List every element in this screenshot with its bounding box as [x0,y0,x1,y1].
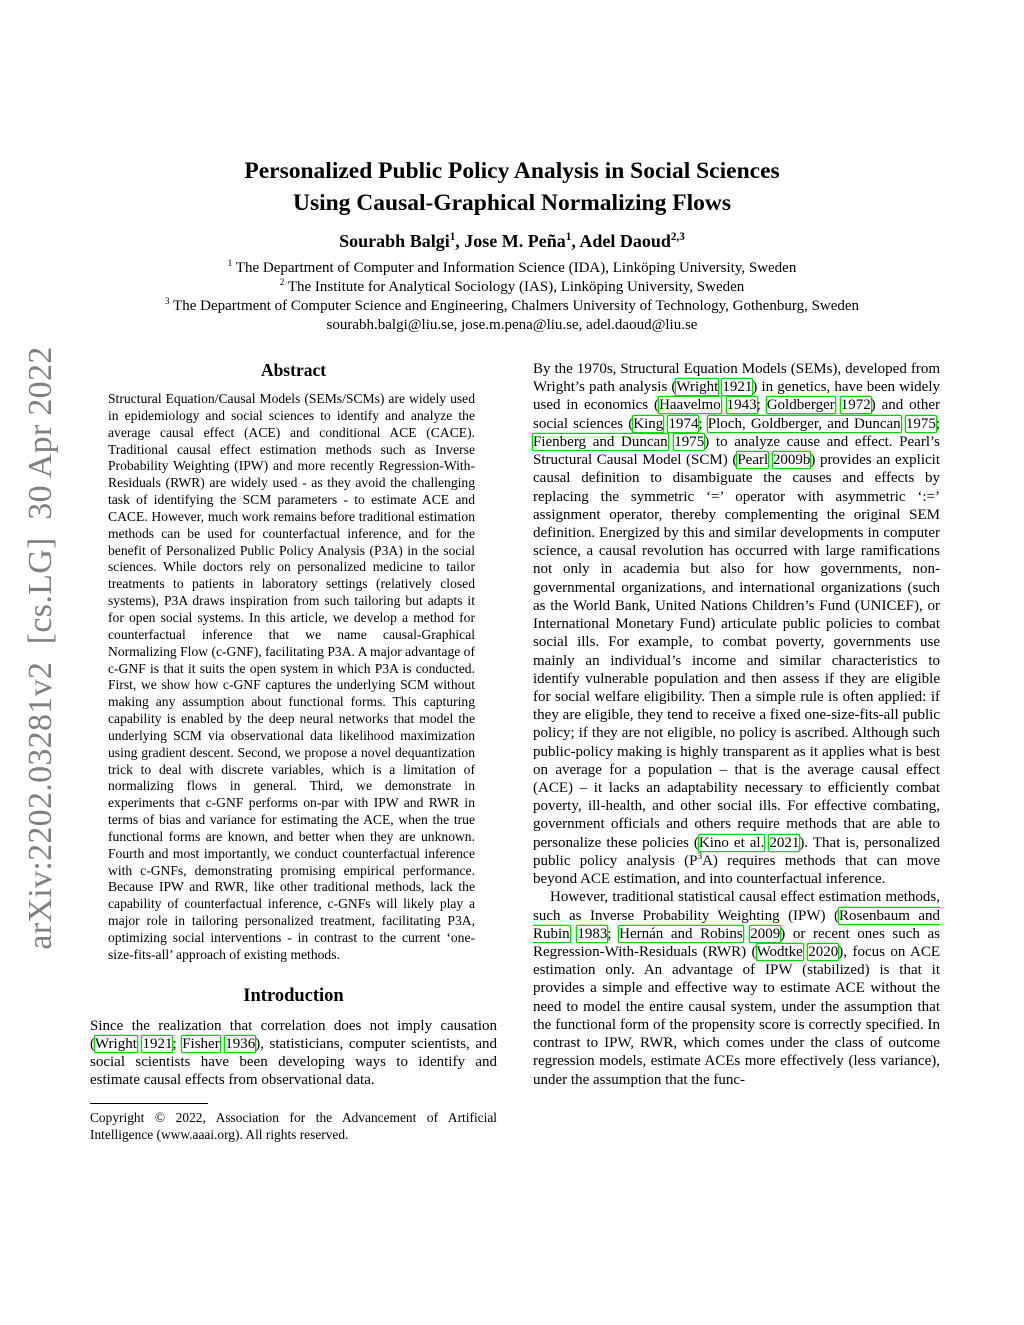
citation-link[interactable]: Wright [95,1035,137,1052]
citation-link[interactable]: Fisher [182,1035,220,1052]
two-column-body [90,360,940,1143]
superscript: 3 [164,296,170,307]
right-column [533,360,940,1143]
arxiv-watermark: arXiv:2202.03281v2 [cs.LG] 30 Apr 2022 [22,346,59,950]
superscript: 1 [565,230,572,243]
paper-title [0,155,1024,220]
citation-link[interactable]: 1975 [905,415,936,432]
citation-link[interactable]: Kino et al. [698,834,765,851]
citation-link[interactable]: 1921 [142,1035,173,1052]
citation-link[interactable]: 1972 [840,397,871,414]
superscript: 2 [279,277,285,288]
introduction-heading: Introduction [243,985,344,1006]
citation-link[interactable]: Rosenbaum and Rubin [533,907,940,942]
citation-link[interactable]: 2009b [772,452,811,469]
footnote-rule [90,1103,208,1104]
affiliation-line-2: $^2$ The Institute for Analytical Sociology (IAS), Linköping University, Sweden [279,277,745,295]
superscript: 1 [449,230,456,243]
email-line: sourabh.balgi@liu.se, jose.m.pena@liu.se, adel.daoud@liu.se [326,316,698,333]
author-line: Sourabh Balgi$^1$, Jose M. Peña$^1$, Adel Daoud$^{2,3}$ [339,230,685,251]
citation-link[interactable]: Haavelmo [659,397,721,414]
citation-link[interactable]: 1936 [225,1035,256,1052]
affiliation-block [0,259,1024,335]
superscript: 3 [697,851,703,862]
copyright-footnote: Copyright © 2022, Association for the Advancement of Artificial Intelligence (www.aaai.org). All rights reserved. [90,1109,497,1142]
citation-link[interactable]: Pearl [737,452,769,469]
paper-title-line-1: Personalized Public Policy Analysis in Social Sciences [244,158,780,184]
citation-link[interactable]: 1983 [577,925,608,942]
citation-link[interactable]: Wright [676,379,719,396]
abstract-heading: Abstract [260,360,327,380]
abstract-text: Structural Equation/Causal Models (SEMs/SCMs) are widely used in epidemiology and social sciences to identify and analyze the average causal effect (ACE) and conditional ACE (CACE). Traditional causal effect estimation methods such as Inverse Probability Weighting (IPW) and more recently Regression-With-Residuals (RWR) are widely used - as they avoid the challenging task of identifying the SCM parameters - to estimate ACE and CACE. However, much work remains before traditional estimation methods can be used for counterfactual inference, and for the benefit of Personalized Public Policy Analysis (P3A) in the social sciences. While doctors rely on personalized medicine to tailor treatments to patients in laboratory settings (relatively closed systems), P3A draws inspiration from such tailoring but adapts it for open social systems. In this article, we develop a method for counterfactual inference that we name causal-Graphical Normalizing Flow (c-GNF), facilitating P3A. A major advantage of c-GNF is that it suits the open system in which P3A is conducted. First, we show how c-GNF captures the underlying SCM without making any assumption about functional forms. This capturing capability is enabled by the deep neural networks that model the underlying SCM via observational data likelihood maximization using gradient descent. Second, we propose a novel dequantization trick to deal with discrete variables, which is a limitation of normalizing flows in general. Third, we demonstrate in experiments that c-GNF performs on-par with IPW and RWR in terms of bias and variance for estimating the ACE, when the true functional forms are known, and better when they are unknown. Fourth and most importantly, we conduct counterfactual inference with c-GNFs, demonstrating promising empirical performance. Because IPW and RWR, like other traditional methods, lack the capability of counterfactual inference, c-GNFs will likely play a major role in tailoring personalized treatment, facilitating P3A, optimizing social interventions - in contrast to the current ‘one-size-fits-all’ approach of existing methods. [108,391,475,962]
left-column [90,360,497,1143]
paper-header [0,155,1024,335]
citation-link[interactable]: 1921 [722,379,753,396]
citation-link[interactable]: 1975 [674,433,705,450]
citation-link[interactable]: 2020 [808,944,839,960]
citation-link[interactable]: Fienberg and Duncan [533,433,668,450]
affiliation-line-1: $^1$ The Department of Computer and Information Science (IDA), Linköping University, Sweden [227,258,797,276]
superscript: 1 [227,258,233,269]
paper-title-line-2: Using Causal-Graphical Normalizing Flows [292,190,732,217]
body-paragraph-1: By the 1970s, Structural Equation Models (SEMs), developed from Wright’s path analysis (Wright 1921) in genetics, have been widely used in economics (Haavelmo 1943; Goldberger 1972) and other social sciences (King 1974; Ploch, Goldberger, and Duncan 1975; Fienberg and Duncan 1975) to analyze cause and effect. Pearl’s Structural Causal Model (SCM) (Pearl 2009b) provides an explicit causal definition to disambiguate the causes and effects by replacing the symmetric ‘=’ operator with asymmetric ‘:=’ assignment operator, thereby complementing the original SEM definition. Energized by this and similar developments in computer science, a causal revolution has occurred with large ramifications not only in academia but also for how governments, non-governmental organizations, and international organizations (such as the World Bank, United Nations Children’s Fund (UNICEF), or International Monetary Fund) articulate public policies to combat social ills. For example, to combat poverty, governments use mainly an individual’s income and similar characteristics to identify vulnerable population and then assess if they are eligible for social welfare eligibility. Then a simple rule is often applied: if they are eligible, they tend to receive a fixed one-size-fits-all public policy; if they are not eligible, no policy is ascribed. Although such public-policy making is highly transparent as it applies what is best on average for a population – that is the average causal effect (ACE) – it lacks an adaptability necessary to efficiently combat poverty, ill-health, and other social ills. For effective combating, government officials and others require methods that are able to personalize these policies (Kino et al. 2021). That is, personalized public policy analysis $(P^3A)$ requires methods that can move beyond ACE estimation, and into counterfactual inference. [533,361,941,888]
citation-link[interactable]: 2021 [769,834,800,851]
citation-link[interactable]: Goldberger [766,397,835,414]
citation-link[interactable]: Ploch, Goldberger, and Duncan [707,415,901,432]
body-paragraph-2: However, traditional statistical causal effect estimation methods, such as Inverse Probability Weighting (IPW) (Rosenbaum and Rubin 1983; Hernán and Robins 2009) or recent ones such as Regression-With-Residuals (RWR) (Wodtke 2020), focus on ACE estimation only. An advantage of IPW (stabilized) is that it provides a simple and effective way to estimate ACE without the need to model the entire causal system, under the assumption that the functional form of the propensity score is correctly specified. In contrast to IPW, RWR, which comes under the class of outcome regression models, estimate ACEs more effectively (less variance), under the assumption that the func- [533,889,941,1088]
superscript: 2,3 [670,230,685,243]
citation-link[interactable]: King [633,415,664,432]
affiliation-line-3: $^3$ The Department of Computer Science and Engineering, Chalmers University of Technology, Gothenburg, Sweden [164,296,860,314]
introduction-paragraph: Since the realization that correlation does not imply causation (Wright 1921; Fisher 1936), statisticians, computer scientists, and social scientists have been developing ways to identify and estimate causal effects from observational data. [90,1017,498,1089]
citation-link[interactable]: 2009 [750,925,781,942]
citation-link[interactable]: 1943 [726,397,757,414]
citation-link[interactable]: Wodtke [756,944,803,960]
citation-link[interactable]: 1974 [668,415,699,432]
citation-link[interactable]: Hernán and Robins [619,925,743,942]
